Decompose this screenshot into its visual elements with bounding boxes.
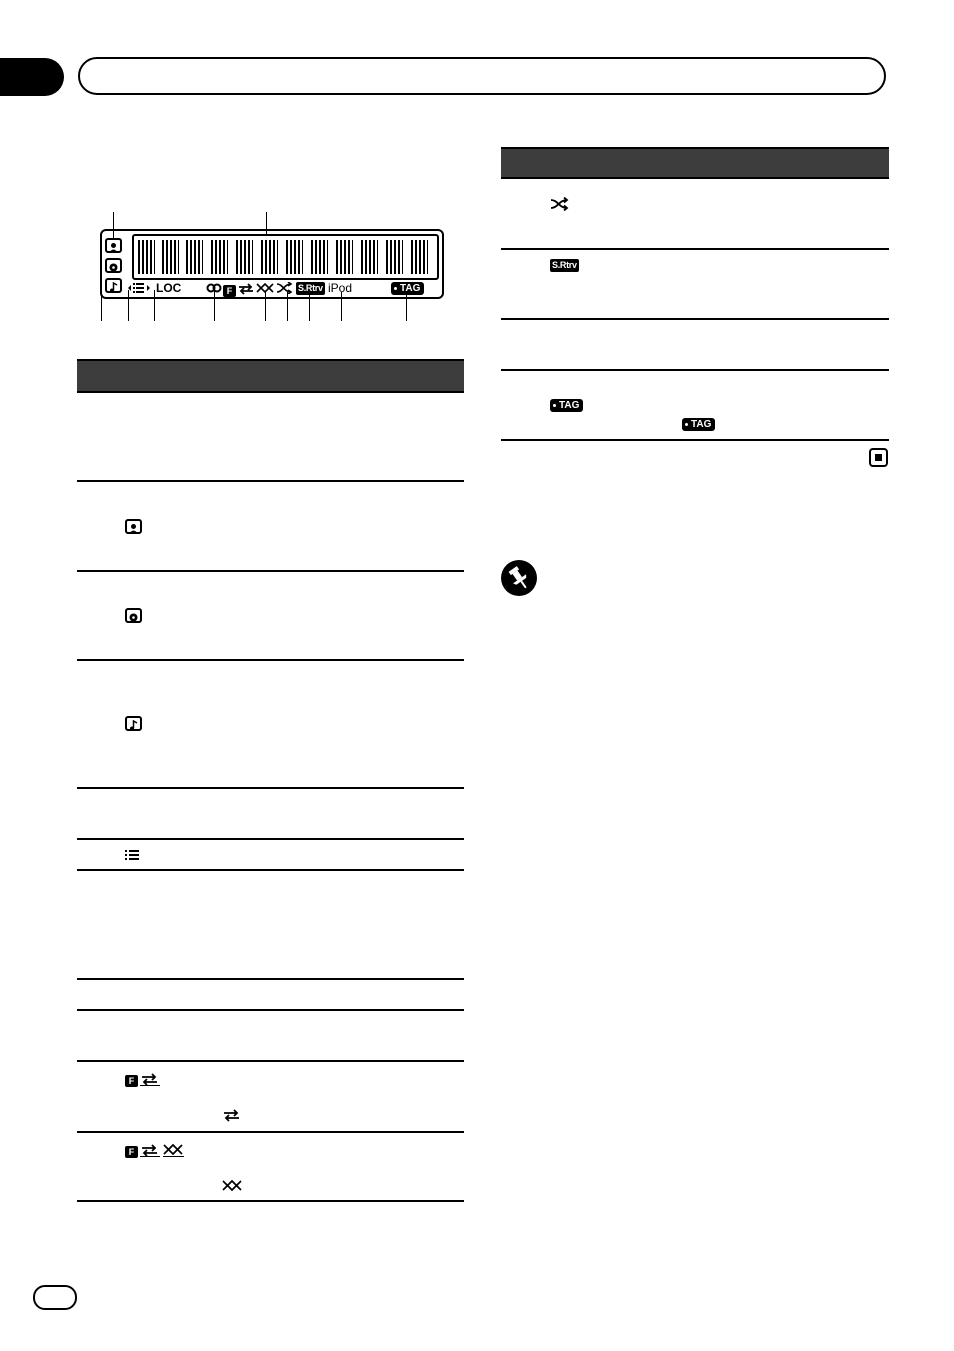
lcd-char <box>162 240 179 274</box>
callout-line <box>406 292 407 321</box>
list-icon <box>125 849 140 861</box>
callout-line <box>309 292 310 321</box>
person-icon <box>125 519 142 534</box>
lcd-char <box>361 240 378 274</box>
music-note-icon <box>105 278 122 293</box>
lcd-char <box>386 240 403 274</box>
music-note-icon <box>125 716 142 731</box>
table-row-divider <box>501 439 889 441</box>
folder-f-icon: F <box>125 1143 138 1161</box>
tag-indicator: TAG <box>391 282 424 295</box>
pushpin-icon <box>501 560 537 596</box>
lcd-char <box>311 240 328 274</box>
lcd-char <box>261 240 278 274</box>
person-icon <box>105 238 122 253</box>
lcd-char <box>411 240 428 274</box>
lcd-char <box>138 240 155 274</box>
loc-indicator: LOC <box>156 281 182 295</box>
table-row-divider <box>501 318 889 320</box>
callout-line <box>128 290 129 321</box>
table-row-divider <box>77 787 464 789</box>
left-table-header <box>77 359 464 393</box>
repeat-icon <box>140 1072 160 1086</box>
shuffle-icon <box>550 197 570 211</box>
repeat-icon <box>237 282 255 295</box>
stop-icon <box>869 448 888 467</box>
callout-line <box>341 292 342 321</box>
table-row-divider <box>77 480 464 482</box>
callout-line <box>265 292 266 321</box>
callout-line <box>214 290 215 321</box>
folder-f-icon: F <box>223 282 236 300</box>
tag-icon: TAG <box>550 399 583 412</box>
callout-line <box>113 212 114 238</box>
callout-line <box>287 292 288 321</box>
shuffle-all-icon <box>222 1179 243 1192</box>
callout-line <box>266 212 267 234</box>
table-row-divider <box>77 659 464 661</box>
ipod-indicator: iPod <box>328 281 353 295</box>
repeat-icon <box>222 1108 242 1122</box>
lcd-char <box>236 240 253 274</box>
shuffle-all-icon <box>163 1143 184 1157</box>
table-row-divider <box>77 1131 464 1133</box>
right-table-header <box>501 147 889 179</box>
tag-icon: TAG <box>682 418 715 431</box>
disc-icon <box>105 258 122 273</box>
lcd-char <box>211 240 228 274</box>
folder-f-icon: F <box>125 1072 138 1090</box>
table-row-divider <box>77 1009 464 1011</box>
page-number-badge <box>33 1285 77 1310</box>
table-row-divider <box>501 369 889 371</box>
table-row-divider <box>77 1200 464 1202</box>
table-row-divider <box>77 869 464 871</box>
table-row-divider <box>77 1060 464 1062</box>
callout-line <box>154 290 155 321</box>
lcd-char <box>186 240 203 274</box>
lcd-char <box>286 240 303 274</box>
table-row-divider <box>77 838 464 840</box>
table-row-divider <box>77 978 464 980</box>
repeat-icon <box>140 1143 160 1157</box>
srtrv-icon: S.Rtrv <box>552 260 577 270</box>
shuffle-icon <box>276 282 293 294</box>
table-row-divider <box>77 570 464 572</box>
srtrv-indicator: S.Rtrv <box>298 283 323 293</box>
callout-line <box>101 272 102 321</box>
list-icon <box>128 282 150 294</box>
table-row-divider <box>501 248 889 250</box>
disc-icon <box>125 608 142 623</box>
lcd-char <box>336 240 353 274</box>
